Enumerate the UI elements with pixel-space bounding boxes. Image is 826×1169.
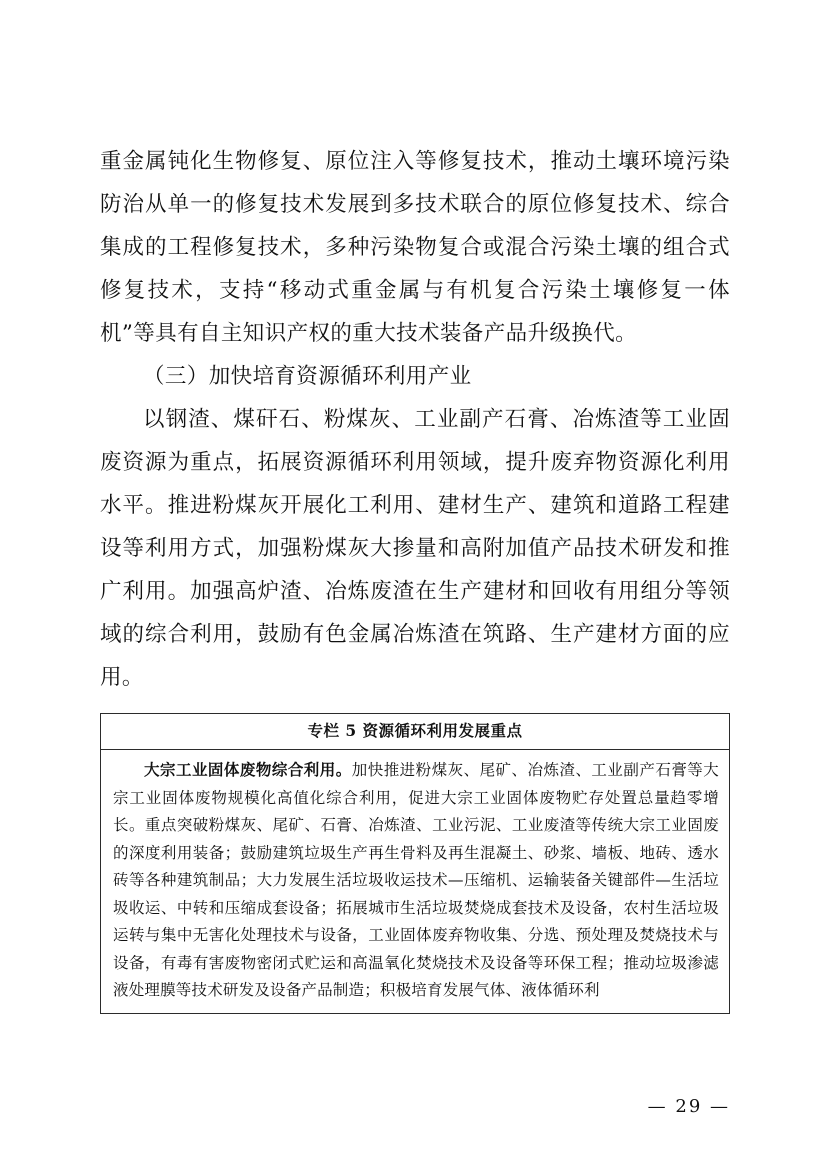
paragraph-body: 以钢渣、煤矸石、粉煤灰、工业副产石膏、冶炼渣等工业固废资源为重点，拓展资源循环利用领域，提升废弃物资源化利用水平。推进粉煤灰开展化工利用、建材生产、建筑和道路工程建设等利用方式，加强粉煤灰大掺量和高附加值产品技术研发和推广利用。加强高炉渣、冶炼废渣在生产建材和回收有用组分等领域的综合利用，鼓励有色金属冶炼渣在筑路、生产建材方面的应用。 bbox=[100, 407, 730, 690]
paragraph-continued: 重金属钝化生物修复、原位注入等修复技术，推动土壤环境污染防治从单一的修复技术发展到多技术联合的原位修复技术、综合集成的工程修复技术，多种污染物复合或混合污染土壤的组合式修复技术，支持“移动式重金属与有机复合污染土壤修复一体机”等具有自主知识产权的重大技术装备产品升级换代。 bbox=[100, 149, 730, 346]
callout-box bbox=[100, 713, 730, 1014]
callout-box-text: 加快推进粉煤灰、尾矿、冶炼渣、工业副产石膏等大宗工业固体废物规模化高值化综合利用，促进大宗工业固体废物贮存处置总量趋零增长。重点突破粉煤灰、尾矿、石膏、冶炼渣、工业污泥、工业废渣等传统大宗工业固废的深度利用装备；鼓励建筑垃圾生产再生骨料及再生混凝土、砂浆、墙板、地砖、透水砖等各种建筑制品；大力发展生活垃圾收运技术—压缩机、运输装备关键部件—生活垃圾收运、中转和压缩成套设备；拓展城市生活垃圾焚烧成套技术及设备，农村生活垃圾运转与集中无害化处理技术与设备，工业固体废弃物收集、分选、预处理及焚烧技术与设备，有毒有害废物密闭式贮运和高温氧化焚烧技术及设备等环保工程；推动垃圾渗滤液处理膜等技术研发及设备产品制造；积极培育发展气体、液体循环利 bbox=[113, 761, 719, 999]
section-heading: （三）加快培育资源循环利用产业 bbox=[143, 364, 472, 389]
callout-box-body bbox=[101, 750, 729, 1013]
callout-box-paragraph bbox=[113, 756, 719, 1005]
page-number: — 29 — bbox=[647, 1096, 730, 1117]
callout-box-lead: 大宗工业固体废物综合利用。 bbox=[144, 760, 352, 779]
callout-box-title: 专栏 5 资源循环利用发展重点 bbox=[101, 714, 729, 750]
